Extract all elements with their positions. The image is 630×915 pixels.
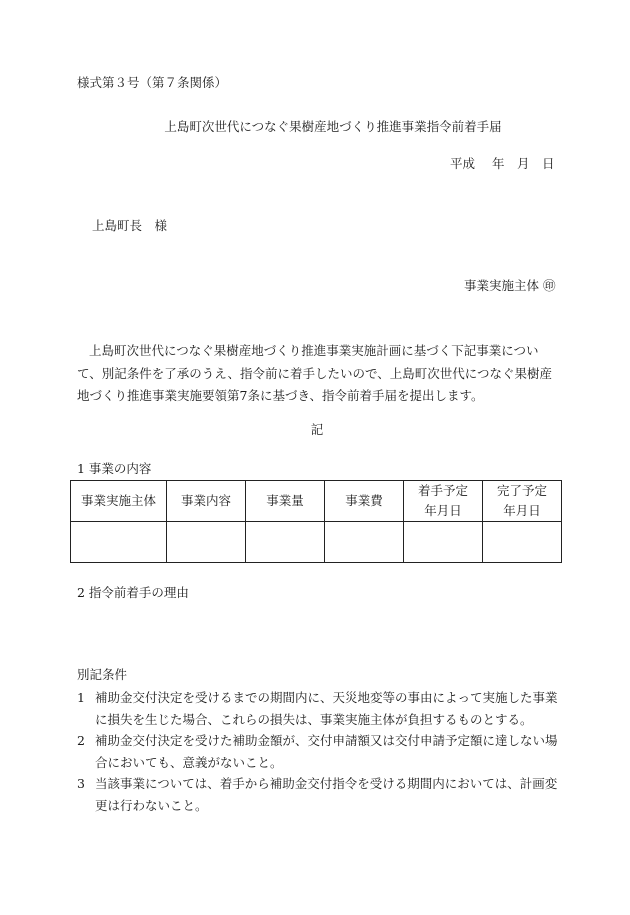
cell-project-content <box>167 522 246 563</box>
date-year-label: 年 <box>492 156 505 171</box>
applicant-seal-line: 事業実施主体 ㊞ <box>464 278 556 293</box>
date-era: 平成 <box>450 156 476 171</box>
header-planned-start-date: 着手予定 年月日 <box>404 481 483 522</box>
form-number: 様式第３号（第７条関係） <box>77 75 228 90</box>
condition-item <box>77 687 563 730</box>
header-project-volume: 事業量 <box>246 481 325 522</box>
date-month-label: 月 <box>517 156 530 171</box>
project-content-table <box>70 480 562 563</box>
cell-project-cost <box>325 522 404 563</box>
condition-text: 補助金交付決定を受けるまでの期間内に、天災地変等の事由によって実施した事業に損失を生じた場合、これらの損失は、事業実施主体が負担するものとする。 <box>95 690 558 727</box>
condition-number: 1 <box>77 690 85 705</box>
condition-number: 2 <box>77 733 85 748</box>
document-title: 上島町次世代につなぐ果樹産地づくり推進事業指令前着手届 <box>164 119 502 134</box>
section-1-title: 1 事業の内容 <box>77 461 152 476</box>
condition-number: 3 <box>77 776 85 791</box>
date-day-label: 日 <box>542 156 555 171</box>
table-header-row <box>71 481 562 522</box>
conditions-title: 別記条件 <box>77 667 128 682</box>
conditions-list <box>77 687 563 816</box>
cell-project-volume <box>246 522 325 563</box>
section-2-title: 2 指令前着手の理由 <box>77 585 189 600</box>
condition-text: 当該事業については、着手から補助金交付指令を受ける期間内においては、計画変更は行わないこと。 <box>95 776 558 813</box>
condition-item <box>77 730 563 773</box>
body-paragraph <box>77 340 562 408</box>
cell-implementing-body <box>71 522 167 563</box>
header-implementing-body: 事業実施主体 <box>71 481 167 522</box>
condition-text: 補助金交付決定を受けた補助金額が、交付申請額又は交付申請予定額に達しない場合においても、意義がないこと。 <box>95 733 558 770</box>
body-text: 上島町次世代につなぐ果樹産地づくり推進事業実施計画に基づく下記事業について、別記条件を了承のうえ、指令前に着手したいので、上島町次世代につなぐ果樹産地づくり推進事業実施要領第7条に基づき、指令前着手届を提出します。 <box>77 343 553 403</box>
recipient: 上島町長 様 <box>92 218 168 233</box>
cell-planned-completion-date <box>483 522 562 563</box>
header-project-content: 事業内容 <box>167 481 246 522</box>
cell-planned-start-date <box>404 522 483 563</box>
ki-heading: 記 <box>310 422 324 437</box>
condition-item <box>77 773 563 816</box>
header-project-cost: 事業費 <box>325 481 404 522</box>
header-planned-completion-date: 完了予定 年月日 <box>483 481 562 522</box>
table-row <box>71 522 562 563</box>
